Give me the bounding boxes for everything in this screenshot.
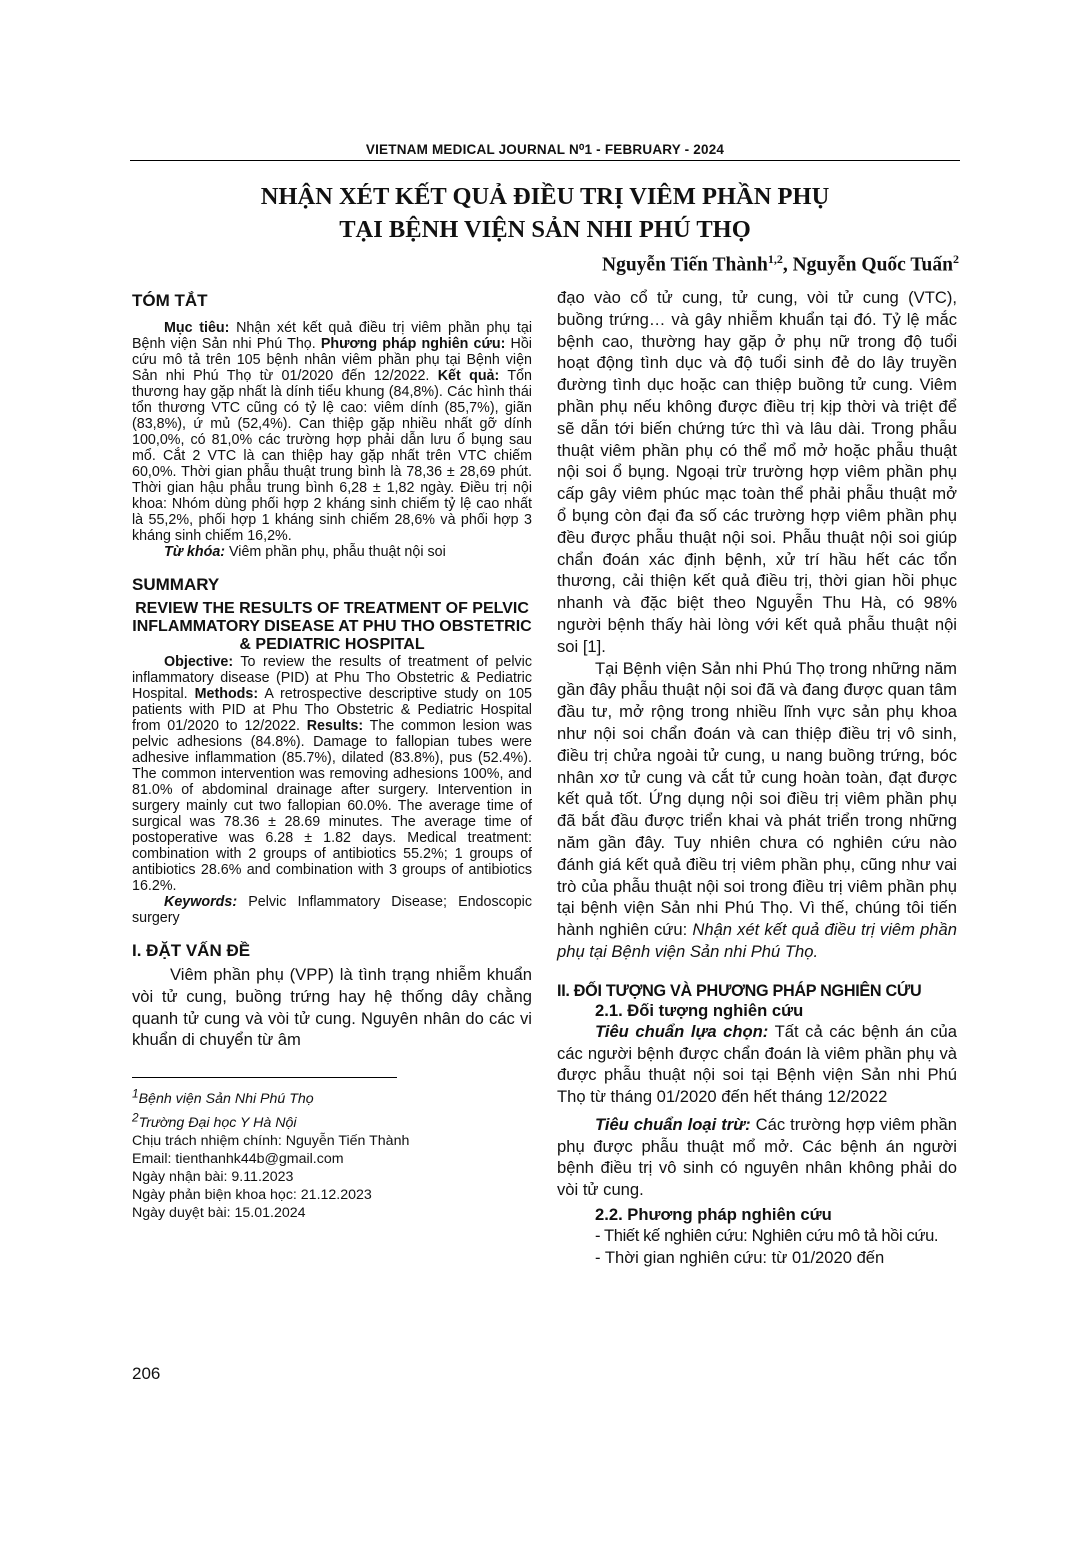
section1-para2-text: Tại Bệnh viện Sản nhi Phú Thọ trong những năm gần đây phẫu thuật nội soi đã và đang được quan tâm đầu tư, mở rộng trong nhiều lĩnh vực sản phụ khoa như nội soi chẩn đoán và can thiệp điều trị vô sinh, điều trị chửa ngoài tử cung, u nang buồng trứng, bóc nhân xơ tử cung và cắt tử cung hoàn toàn, đạt được kết quả tốt. Ứng dụng nội soi điều trị viêm phần phụ đã bắt đầu được triển khai và phát triển trong những năm gần đây. Tuy nhiên chưa có nghiên cứu nào đánh giá kết quả điều trị viêm phần phụ, cũng như vai trò của phẫu thuật nội soi trong điều trị viêm phần phụ tại bệnh viện Sản nhi Phú Thọ. Vì thế, chúng tôi tiến hành nghiên cứu: — [557, 658, 957, 940]
section1-para2 — [557, 658, 957, 963]
section1-para1-left-text: Viêm phần phụ (VPP) là tình trạng nhiễm khuẩn vòi tử cung, buồng trứng hay hệ thống dây chằng quanh tử cung và vòi tử cung. Nguyên nhân do các vi khuẩn di chuyển từ âm — [132, 965, 532, 1050]
muc-tieu-label: Mục tiêu: — [164, 320, 230, 336]
section2-heading: II. ĐỐI TƯỢNG VÀ PHƯƠNG PHÁP NGHIÊN CỨU — [557, 981, 922, 1000]
right-column — [557, 287, 957, 1269]
tukhoa-text: Viêm phần phụ, phẫu thuật nội soi — [225, 544, 446, 560]
footnote-rule — [132, 1077, 397, 1078]
tukhoa-line — [132, 544, 532, 560]
tc-lua-chon-text: Tất cả các bệnh án của các người bệnh được chẩn đoán là viêm phần phụ và được phẫu thuật nội soi tại Bệnh viện Sản nhi Phú Thọ từ tháng 01/2020 đến hết tháng 12/2022 — [557, 1021, 958, 1107]
results-label: Results: — [306, 718, 364, 734]
fn1-text: Bệnh viện Sản Nhi Phú Thọ — [138, 1090, 314, 1107]
section1-para2-italic: Nhận xét kết quả điều trị viêm phần phụ tại Bệnh viện Sản nhi Phú Thọ. — [557, 920, 957, 961]
author-1: Nguyễn Tiến Thành — [602, 254, 768, 276]
title-line-2: TẠI BỆNH VIỆN SẢN NHI PHÚ THỌ — [339, 216, 751, 243]
section2-sub1: 2.1. Đối tượng nghiên cứu — [595, 1000, 804, 1020]
tomtat-abstract — [132, 320, 532, 544]
author-1-affil: 1,2 — [767, 252, 783, 266]
summary-heading: SUMMARY — [132, 575, 220, 594]
objective-label: Objective: — [164, 654, 234, 670]
author-2-affil: 2 — [953, 252, 959, 266]
fn-accepted: Ngày duyệt bài: 15.01.2024 — [132, 1204, 306, 1221]
journal-header: VIETNAM MEDICAL JOURNAL N⁰1 - FEBRUARY - 2024 — [365, 142, 725, 157]
page-number: 206 — [132, 1364, 161, 1383]
tc-lua-chon — [557, 1021, 957, 1108]
fn1-sup: 1 — [132, 1086, 139, 1101]
bullet-time: - Thời gian nghiên cứu: từ 01/2020 đến — [595, 1247, 885, 1267]
muc-tieu-text: Nhận xét kết quả điều trị viêm phần phụ tại Bệnh viện Sản nhi Phú Thọ. — [132, 320, 533, 352]
tc-loai-tru-label: Tiêu chuẩn loại trừ: — [595, 1114, 751, 1134]
section2-sub2: 2.2. Phương pháp nghiên cứu — [595, 1205, 832, 1225]
keywords-line — [132, 894, 532, 926]
keywords-text: Pelvic Inflammatory Disease; Endoscopic surgery — [132, 894, 532, 926]
summary-title: REVIEW THE RESULTS OF TREATMENT OF PELVIC INFLAMMATORY DISEASE AT PHU THO OBSTETRIC & PEDIATRIC HOSPITAL — [132, 600, 532, 653]
keywords-label: Keywords: — [164, 894, 238, 910]
summary-abstract — [132, 654, 532, 894]
fn-reviewed: Ngày phản biện khoa học: 21.12.2023 — [132, 1186, 372, 1203]
ppnc-text: Hồi cứu mô tả trên 105 bệnh nhân viêm phần phụ tại Bệnh viện Sản nhi Phú Thọ từ 01/2020 đến 12/2022. — [132, 336, 532, 384]
title-line-1: NHẬN XÉT KẾT QUẢ ĐIỀU TRỊ VIÊM PHẦN PHỤ — [260, 183, 830, 210]
tukhoa-label: Từ khóa: — [164, 544, 226, 560]
fn2-sup: 2 — [132, 1109, 139, 1124]
methods-text: A retrospective descriptive study on 105 patients with PID at Phu Tho Obstetric & Pediatric Hospital from 01/2020 to 12/2022. — [132, 686, 532, 734]
tc-lua-chon-label: Tiêu chuẩn lựa chọn: — [595, 1021, 769, 1041]
footnotes — [132, 1084, 532, 1221]
ppnc-label: Phương pháp nghiên cứu: — [320, 336, 506, 352]
ketqua-label: Kết quả: — [437, 368, 500, 384]
section1-para1-left — [132, 964, 532, 1051]
ketqua-text: Tổn thương hay gặp nhất là dính tiểu khung (84,8%). Các hình thái tổn thương VTC cũng có tỷ lệ cao: viêm dính (85,7%), giãn (83,8%), ứ mủ (52,4%). Can thiệp gặp nhiều nhất gỡ dính 100,0%, có 81,0% các trường hợp phải dẫn lưu ổ bụng sau mổ. Cắt 2 VTC là can thiệp hay gặp nhất trên VTC chiếm 60,0%. Thời gian phẫu thuật trung bình là 78,36 ± 28,69 phút. Thời gian hậu phẫu trung bình 6,28 ± 1,82 ngày. Điều trị nội khoa: Nhóm dùng phối hợp 2 kháng sinh chiếm tỷ lệ cao nhất là 55,2%, phối hợp 1 kháng sinh chiếm 28,6% và phối hợp 3 kháng sinh chiếm 16,2%. — [132, 368, 532, 544]
fn-email: Email: tienthanhk44b@gmail.com — [132, 1150, 344, 1167]
left-column — [132, 290, 532, 1222]
section1-heading: I. ĐẶT VẤN ĐỀ — [132, 941, 251, 960]
results-text: The common lesion was pelvic adhesions (84.8%). Damage to fallopian tubes were adhesive inflammation (85.7%), dilated (83.8%), pus (52.4%). The common intervention was removing adhesions 100%, and 81.0% of abdominal drainage after surgery. Intervention in surgery mainly cut two fallopian 60.0%. The average time of surgical was 78.36 ± 28.69 minutes. The average time of postoperative was 6.28 ± 1.82 days. Medical treatment: combination with 2 groups of antibiotics 55.2%; 1 groups of antibiotics 28.6% and combination with 3 groups of antibiotics 16.2%. — [132, 718, 532, 894]
author-separator: , — [782, 254, 793, 276]
methods-label: Methods: — [194, 686, 259, 702]
tc-loai-tru-text: Các trường hợp viêm phần phụ được phẫu thuật mổ mở. Các bệnh án người bệnh điều trị vô sinh có nguyên nhân không phải do vòi tử cung. — [557, 1114, 958, 1200]
fn2-text: Trường Đại học Y Hà Nội — [138, 1114, 297, 1131]
tomtat-heading: TÓM TẮT — [132, 291, 208, 310]
header-rule — [130, 160, 960, 161]
article-title — [130, 180, 960, 246]
objective-text: To review the results of treatment of pelvic inflammatory disease (PID) at Phu Tho Obstetric & Pediatric Hospital. — [132, 654, 532, 702]
authors — [602, 252, 959, 277]
fn-corresponding: Chịu trách nhiệm chính: Nguyễn Tiến Thành — [132, 1132, 410, 1149]
tc-loai-tru — [557, 1114, 957, 1201]
author-2: Nguyễn Quốc Tuấn — [792, 254, 953, 276]
bullet-design: - Thiết kế nghiên cứu: Nghiên cứu mô tả hồi cứu. — [595, 1226, 939, 1246]
section1-para1-right: đạo vào cổ tử cung, tử cung, vòi tử cung (VTC), buồng trứng… và gây nhiễm khuẩn tại đó. Tỷ lệ mắc bệnh cao, thường hay gặp ở phụ nữ trong độ tuổi hoạt động tình dục và độ tuổi sinh đẻ do lây truyền đường tình dục hoặc can thiệp buồng tử cung. Viêm phần phụ nếu không được điều trị kịp thời và triệt để sẽ dẫn tới biến chứng tức thì và lâu dài. Trong phẫu thuật viêm phần phụ có thể mổ mở hoặc phẫu thuật nội soi ổ bụng. Ngoại trừ trường hợp viêm phần phụ cấp gây viêm phúc mạc toàn thể phải phẫu thuật mở ổ bụng còn đại đa số các trường hợp viêm phần phụ đều được phẫu thuật nội soi. Phẫu thuật nội soi giúp chẩn đoán xác định bệnh, xử trí hầu hết các tổn thương, cải thiện kết quả điều trị, thời gian hồi phục nhanh và đặc biệt theo Nguyễn Thu Hà, có 98% người bệnh thấy hài lòng với kết quả phẫu thuật nội soi [1]. — [557, 288, 957, 656]
fn-received: Ngày nhận bài: 9.11.2023 — [132, 1168, 294, 1185]
